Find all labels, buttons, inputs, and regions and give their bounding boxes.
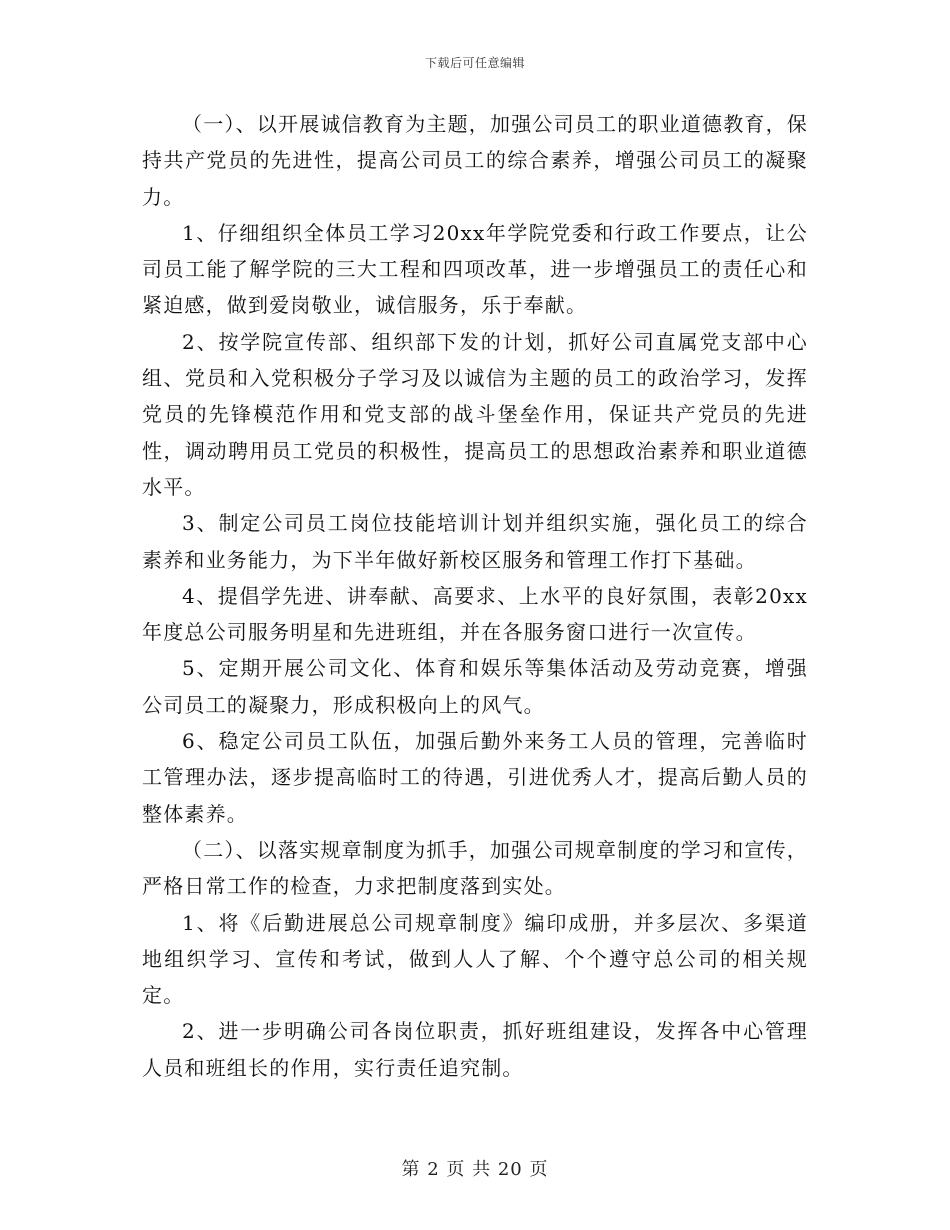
paragraph-item-7: 1、将《后勤进展总公司规章制度》编印成册，并多层次、多渠道地组织学习、宣传和考试，做到人人了解、个个遵守总公司的相关规定。: [142, 910, 808, 1008]
section-heading-1: （一）、以开展诚信教育为主题，加强公司员工的职业道德教育，保持共产党员的先进性，提高公司员工的综合素养，增强公司员工的凝聚力。: [142, 112, 808, 209]
paragraph-item-1: 1、仔细组织全体员工学习20xx年学院党委和行政工作要点，让公司员工能了解学院的三大工程和四项改革，进一步增强员工的责任心和紧迫感，做到爱岗敬业，诚信服务，乐于奉献。: [142, 220, 808, 318]
header-note: 下载后可任意编辑: [424, 56, 525, 70]
paragraph-item-4: 4、提倡学先进、讲奉献、高要求、上水平的良好氛围，表彰20xx年度总公司服务明星和先进班组，并在各服务窗口进行一次宣传。: [142, 583, 808, 645]
paragraph-item-5: 5、定期开展公司文化、体育和娱乐等集体活动及劳动竞赛，增强公司员工的凝聚力，形成积极向上的风气。: [142, 656, 808, 717]
section-heading-2: （二）、以落实规章制度为抓手，加强公司规章制度的学习和宣传，严格日常工作的检查，力求把制度落到实处。: [142, 837, 808, 899]
page-number-footer: 第 2 页 共 20 页: [401, 1159, 549, 1180]
document-body: [142, 106, 808, 1086]
paragraph-item-8: 2、进一步明确公司各岗位职责，抓好班组建设，发挥各中心管理人员和班组长的作用，实行责任追究制。: [142, 1019, 808, 1080]
paragraph-item-3: 3、制定公司员工岗位技能培训计划并组织实施，强化员工的综合素养和业务能力，为下半年做好新校区服务和管理工作打下基础。: [142, 511, 808, 572]
paragraph-item-2: 2、按学院宣传部、组织部下发的计划，抓好公司直属党支部中心组、党员和入党积极分子学习及以诚信为主题的员工的政治学习，发挥党员的先锋模范作用和党支部的战斗堡垒作用，保证共产党员的先进性，调动聘用员工党员的积极性，提高员工的思想政治素养和职业道德水平。: [142, 329, 808, 499]
paragraph-item-6: 6、稳定公司员工队伍，加强后勤外来务工人员的管理，完善临时工管理办法，逐步提高临时工的待遇，引进优秀人才，提高后勤人员的整体素养。: [142, 729, 808, 826]
